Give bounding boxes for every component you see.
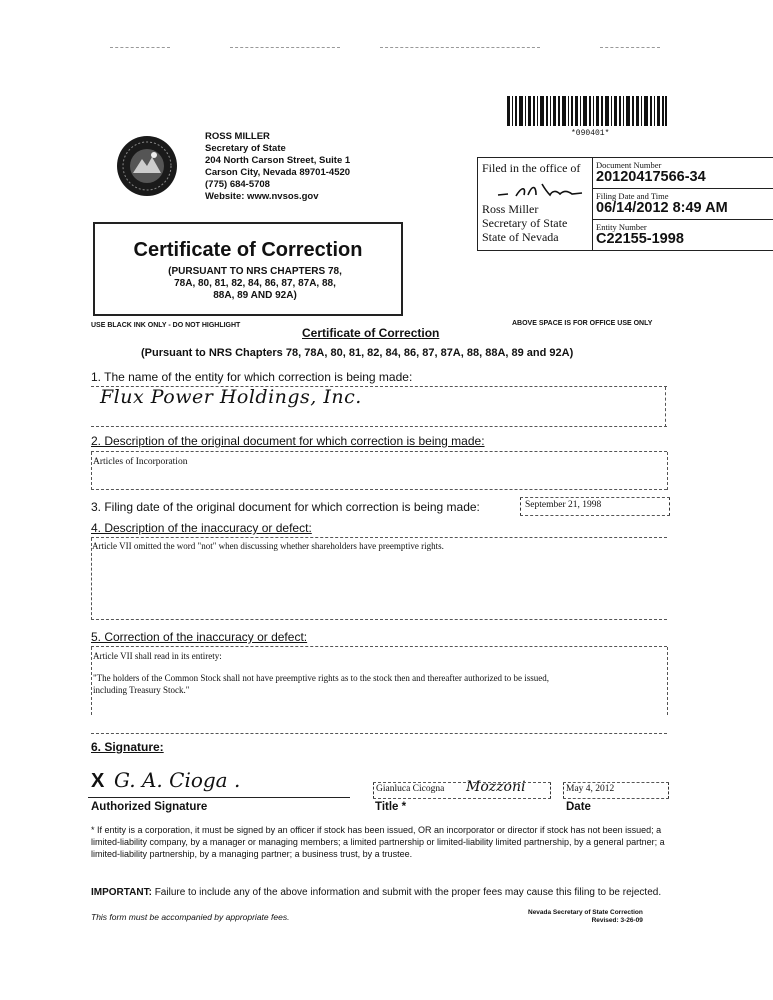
officer-signature <box>496 181 584 201</box>
field-border <box>667 647 668 715</box>
date-field[interactable]: May 4, 2012 <box>566 784 615 794</box>
inaccuracy-field[interactable]: Article VII omitted the word "not" when discussing whether shareholders have preemptive rights. <box>92 541 444 551</box>
authorized-signature-label: Authorized Signature <box>91 801 208 813</box>
officer-title: Secretary of State <box>482 216 568 230</box>
original-filing-date-field[interactable]: September 21, 1998 <box>525 500 602 510</box>
barcode <box>507 96 667 126</box>
fees-notice: This form must be accompanied by appropriate fees. <box>91 912 290 922</box>
certificate-subtitle-line: 78A, 80, 81, 82, 84, 86, 87, 87A, 88, <box>174 278 336 289</box>
form-title: Certificate of Correction <box>302 326 440 340</box>
state-seal-icon <box>116 135 178 197</box>
question-1: 1. The name of the entity for which correction is being made: <box>91 370 413 384</box>
question-3: 3. Filing date of the original document for which correction is being made: <box>91 500 480 514</box>
form-subtitle: (Pursuant to NRS Chapters 78, 78A, 80, 81, 82, 84, 86, 87, 87A, 88, 88A, 89 and 92A) <box>141 347 574 359</box>
filing-details-cell <box>593 158 773 250</box>
certificate-subtitle <box>135 266 375 302</box>
authorized-signature-field[interactable]: G. A. Cioga . <box>114 768 241 792</box>
question-2: 2. Description of the original document for which correction is being made: <box>91 434 485 448</box>
field-border <box>91 452 92 490</box>
signature-heading: 6. Signature: <box>91 740 164 754</box>
barcode-number: *090401* <box>571 129 610 138</box>
correction-line-1[interactable]: Article VII shall read in its entirety: <box>93 651 222 661</box>
original-document-field[interactable]: Articles of Incorporation <box>93 457 188 467</box>
divider <box>91 619 667 620</box>
divider <box>91 489 667 490</box>
address-line-2: Carson City, Nevada 89701-4520 <box>205 167 351 178</box>
secretary-title: Secretary of State <box>205 143 286 154</box>
document-number-label: Document Number <box>596 160 662 170</box>
divider <box>91 733 667 734</box>
divider <box>91 426 667 427</box>
officer-state: State of Nevada <box>482 230 559 244</box>
filing-stamp-box <box>477 157 773 251</box>
ink-notice: USE BLACK INK ONLY - DO NOT HIGHLIGHT <box>91 322 241 329</box>
scan-artifact <box>600 47 660 48</box>
field-border <box>91 538 92 620</box>
entity-number: C22155-1998 <box>596 231 684 247</box>
scan-artifact <box>110 47 170 48</box>
field-border <box>667 452 668 490</box>
office-use-notice: ABOVE SPACE IS FOR OFFICE USE ONLY <box>512 320 653 327</box>
important-text: Failure to include any of the above information and submit with the proper fees may cause this filing to be rejected. <box>154 887 662 898</box>
date-label: Date <box>566 801 591 813</box>
entity-number-label: Entity Number <box>596 222 647 232</box>
certificate-title: Certificate of Correction <box>133 239 363 261</box>
secretary-name: ROSS MILLER <box>205 131 270 142</box>
field-border <box>665 387 666 427</box>
important-label: IMPORTANT: <box>91 887 152 898</box>
filed-office-cell <box>478 158 593 250</box>
certificate-subtitle-line: 88A, 89 AND 92A) <box>213 290 297 301</box>
divider <box>91 451 667 452</box>
document-number-cell <box>593 158 773 189</box>
scan-artifact <box>230 47 340 48</box>
certificate-subtitle-line: (PURSUANT TO NRS CHAPTERS 78, <box>168 266 342 277</box>
scan-artifact <box>380 47 540 48</box>
form-revision <box>528 909 643 925</box>
correction-line-2[interactable]: "The holders of the Common Stock shall not have preemptive rights as to the stock then and thereafter authorized to be issued, <box>93 673 550 683</box>
title-handwritten: Mozzoni <box>466 779 526 795</box>
certificate-title-box <box>93 222 403 316</box>
filed-in-label: Filed in the office of <box>482 161 581 175</box>
signature-line <box>88 797 350 798</box>
officer-name: Ross Miller <box>482 202 539 216</box>
field-border <box>91 647 92 715</box>
address-line-1: 204 North Carson Street, Suite 1 <box>205 155 351 166</box>
divider <box>91 646 667 647</box>
document-number: 20120417566-34 <box>596 169 706 185</box>
filing-date-cell <box>593 189 773 220</box>
correction-line-3[interactable]: including Treasury Stock." <box>93 685 190 695</box>
signature-x-mark: X <box>91 770 105 792</box>
divider <box>91 537 667 538</box>
filing-date: 06/14/2012 8:49 AM <box>596 200 728 216</box>
title-field[interactable]: Gianluca Cicogna <box>376 784 445 794</box>
entity-number-cell <box>593 220 773 250</box>
signature-instructions: * If entity is a corporation, it must be signed by an officer if stock has been issued, OR an incorporator or director if stock has not been issued; a limited-liability company, by a manager or managing members; a limited partnership or limited-liability limited partnership, by a general partner; a limited-liability partnership, by a managing partner; a business trust, by a trustee. <box>91 825 665 859</box>
revision-date: Revised: 3-26-09 <box>591 917 643 924</box>
phone: (775) 684-5708 <box>205 179 270 190</box>
entity-name-field[interactable]: Flux Power Holdings, Inc. <box>100 386 362 408</box>
website: Website: www.nvsos.gov <box>205 191 319 202</box>
filing-date-label: Filing Date and Time <box>596 191 669 201</box>
important-notice <box>91 887 661 898</box>
title-label: Title * <box>375 801 407 813</box>
question-4: 4. Description of the inaccuracy or defect: <box>91 521 312 535</box>
form-name: Nevada Secretary of State Correction <box>528 909 643 916</box>
secretary-contact-block <box>205 131 350 203</box>
question-5: 5. Correction of the inaccuracy or defect: <box>91 630 308 644</box>
